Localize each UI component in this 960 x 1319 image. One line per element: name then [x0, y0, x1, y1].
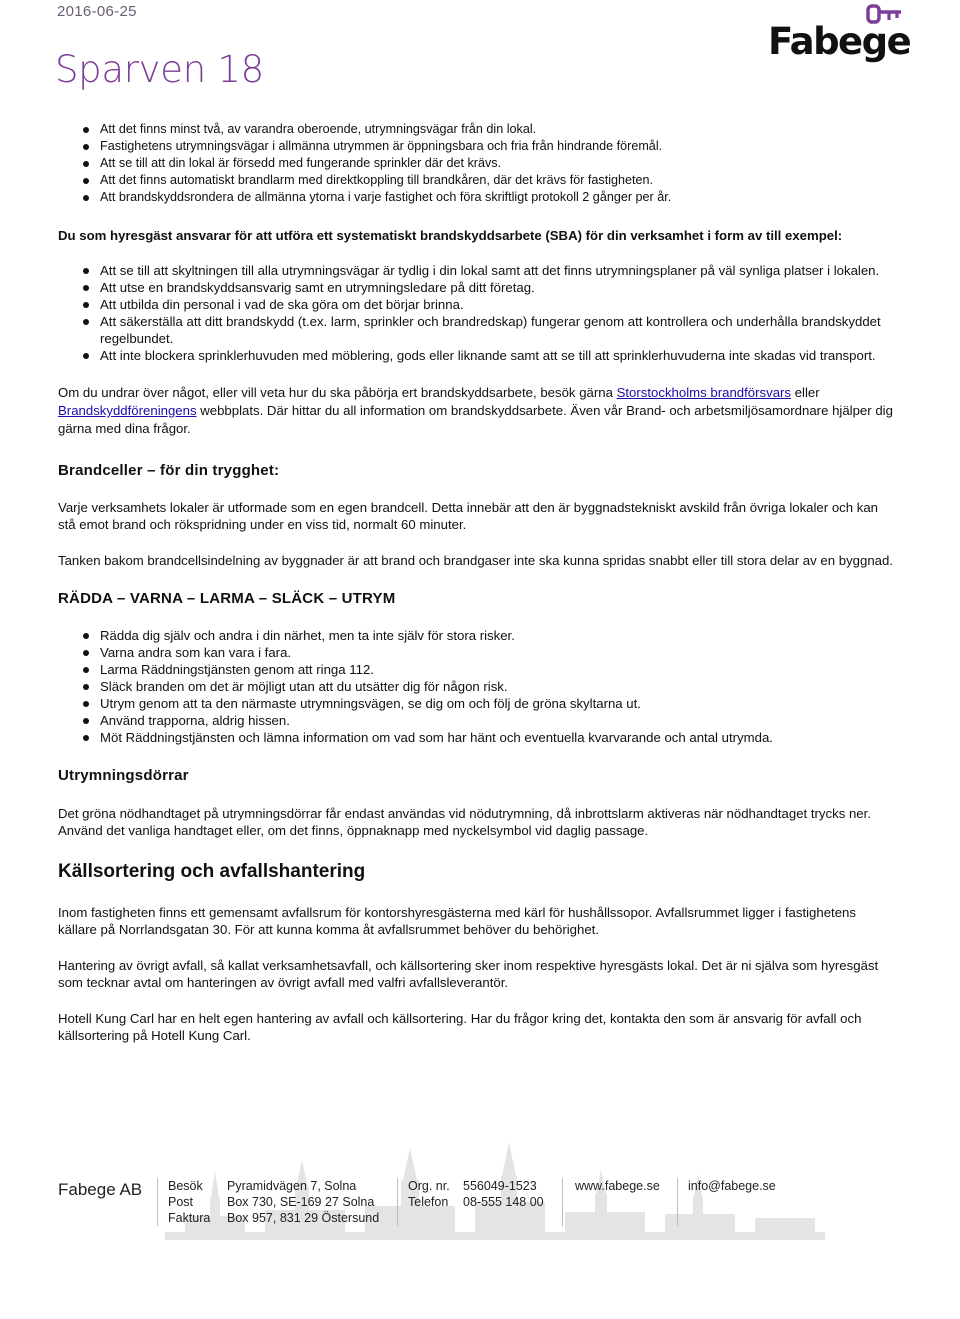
footer-label: Telefon — [408, 1195, 449, 1209]
fire-safety-list — [58, 121, 898, 206]
list-item: Fastighetens utrymningsvägar i allmänna utrymmen är öppningsbara och fria från hindrande föremål. — [58, 138, 898, 155]
list-item: Att utbilda din personal i vad de ska göra om det börjar brinna. — [58, 296, 898, 313]
info-text: Om du undrar över något, eller vill veta hur du ska påbörja ert brandskyddsarbete, besök gärna — [58, 385, 617, 400]
utrymningsdorrar-paragraph: Det gröna nödhandtaget på utrymningsdörrar får endast användas vid nödutrymning, då inbrottslarm aktiveras när nödhandtaget trycks ner. Använd det vanliga handtaget eller, om det finns, öppnaknapp med nyckelsymbol vid daglig passage. — [58, 806, 871, 838]
org-number: 556049-1523 — [463, 1179, 537, 1193]
list-item: Möt Räddningstjänsten och lämna information om vad som har hänt och eventuella kvarvarande och antal utrymda. — [58, 729, 898, 746]
list-item: Utrym genom att ta den närmaste utrymningsvägen, se dig om och följ de gröna skyltarna ut. — [58, 695, 898, 712]
radda-heading: RÄDDA – VARNA – LARMA – SLÄCK – UTRYM — [58, 590, 396, 607]
sba-heading: Du som hyresgäst ansvarar för att utföra ett systematiskt brandskyddsarbete (SBA) för din verksamhet i form av till exempel: — [58, 228, 843, 243]
kallsortering-paragraph: Hotell Kung Carl har en helt egen hantering av avfall och källsortering. Har du frågor kring det, kontakta den som är ansvarig för avfall och källsortering på Hotell Kung Carl. — [58, 1011, 862, 1043]
sba-list — [58, 262, 898, 364]
list-item: Att inte blockera sprinklerhuvuden med möblering, gods eller liknande samt att se till att sprinklerhuvuderna inte skadas vid transport. — [58, 347, 898, 364]
list-item: Använd trapporna, aldrig hissen. — [58, 712, 898, 729]
document-date: 2016-06-25 — [57, 3, 137, 20]
footer-address: Pyramidvägen 7, Solna — [227, 1179, 357, 1193]
info-text: webbplats. Där hittar du all information om brandskyddsarbete. Även vår Brand- och arbetsmiljösamordnare hjälper dig gärna med dina frågor. — [58, 403, 893, 436]
brandskyddsforeningen-link[interactable]: Brandskyddföreningens — [58, 403, 197, 418]
fabege-logo — [768, 4, 911, 70]
list-item: Larma Räddningstjänsten genom att ringa 112. — [58, 661, 898, 678]
footer-addresses — [227, 1178, 379, 1226]
list-item: Att brandskyddsrondera de allmänna ytorna i varje fastighet och föra skriftligt protokoll 2 gånger per år. — [58, 189, 898, 206]
radda-list — [58, 627, 898, 746]
footer-address: Box 957, 831 29 Östersund — [227, 1211, 380, 1225]
list-item: Att se till att skyltningen till alla utrymningsvägar är tydlig i din lokal samt att det finns utrymningsplaner på väl synliga platser i lokalen. — [58, 262, 898, 279]
kallsortering-paragraph: Inom fastigheten finns ett gemensamt avfallsrum för kontorshyresgästerna med kärl för hushållssopor. Avfallsrummet ligger i fastighetens källare på Norrlandsgatan 30. För att kunna komma åt avfallsrummet behöver du behörighet. — [58, 905, 856, 937]
footer-address: Box 730, SE-169 27 Solna — [227, 1195, 375, 1209]
list-item: Rädda dig själv och andra i din närhet, men ta inte själv för stora risker. — [58, 627, 898, 644]
page-title: Sparven 18 — [55, 48, 264, 91]
kallsortering-paragraph: Hantering av övrigt avfall, så kallat verksamhetsavfall, och källsortering sker inom respektive hyresgästs lokal. Det är ni själva som hyresgäst som tecknar avtal om hanteringen av övrigt avfall med valfri avfallsleverantör. — [58, 958, 879, 990]
logo-wordmark: Fabege — [768, 20, 911, 63]
brandceller-paragraph: Tanken bakom brandcellsindelning av byggnader är att brand och brandgaser inte ska kunna spridas snabbt eller till stora delar av en byggnad. — [58, 553, 893, 568]
brandceller-heading: Brandceller – för din trygghet: — [58, 462, 280, 479]
kallsortering-heading: Källsortering och avfallshantering — [58, 861, 366, 882]
list-item: Att det finns automatiskt brandlarm med direktkoppling till brandkåren, där det krävs för fastigheten. — [58, 172, 898, 189]
footer-divider — [397, 1178, 398, 1226]
document-body — [58, 119, 898, 1044]
phone-number: 08-555 148 00 — [463, 1195, 544, 1209]
brandceller-paragraph: Varje verksamhets lokaler är utformade som en egen brandcell. Detta innebär att den är byggnadstekniskt avskild från övriga lokaler och kan stå emot brand och rökspridning under en viss tid, normalt 60 minuter. — [58, 500, 879, 532]
website-link[interactable]: www.fabege.se — [575, 1179, 660, 1193]
list-item: Släck branden om det är möjligt utan att du utsätter dig för någon risk. — [58, 678, 898, 695]
footer-label: Besök — [168, 1179, 203, 1193]
footer-label: Post — [168, 1195, 194, 1209]
footer-label: Org. nr. — [408, 1179, 450, 1193]
footer-label: Faktura — [168, 1211, 211, 1225]
footer-company-name: Fabege AB — [58, 1180, 143, 1199]
list-item: Att säkerställa att ditt brandskydd (t.ex. larm, sprinkler och brandredskap) fungerar genom att kontrollera och underhålla brandskyddet regelbundet. — [58, 313, 898, 347]
list-item: Att det finns minst två, av varandra oberoende, utrymningsvägar från din lokal. — [58, 121, 898, 138]
list-item: Att se till att din lokal är försedd med fungerande sprinkler där det krävs. — [58, 155, 898, 172]
footer-org-labels — [408, 1178, 450, 1210]
info-paragraph — [58, 384, 898, 438]
list-item: Att utse en brandskyddsansvarig samt en utrymningsledare på ditt företag. — [58, 279, 898, 296]
key-icon — [866, 4, 902, 28]
list-item: Varna andra som kan vara i fara. — [58, 644, 898, 661]
footer-divider — [562, 1178, 563, 1226]
info-text: eller — [791, 385, 820, 400]
email-link[interactable]: info@fabege.se — [688, 1179, 776, 1193]
footer-org-values — [463, 1178, 544, 1210]
footer-labels — [168, 1178, 210, 1226]
footer-divider — [157, 1178, 158, 1226]
footer-divider — [677, 1178, 678, 1226]
page-footer — [0, 1140, 960, 1319]
storstockholms-brandforsvar-link[interactable]: Storstockholms brandförsvars — [616, 385, 792, 400]
utrymningsdorrar-heading: Utrymningsdörrar — [58, 767, 189, 784]
